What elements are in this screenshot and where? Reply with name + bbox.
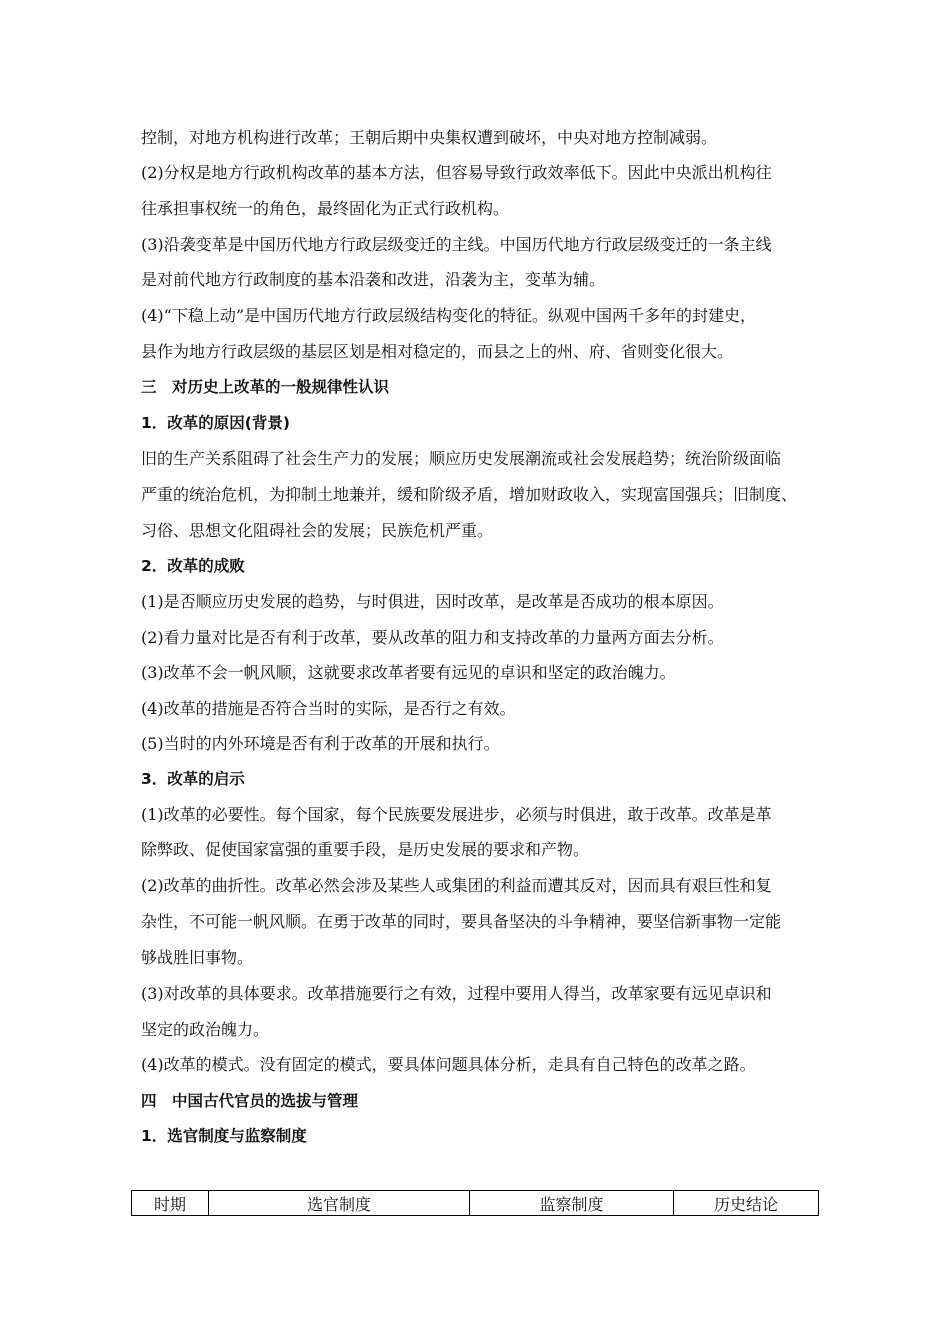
table-header-conclusion: 历史结论 <box>674 1191 819 1216</box>
paragraph-line: 旧的生产关系阻碍了社会生产力的发展；顺应历史发展潮流或社会发展趋势；统治阶级面临 <box>141 449 782 468</box>
paragraph-line: (3)改革不会一帆风顺，这就要求改革者要有远见的卓识和坚定的政治魄力。 <box>141 663 676 682</box>
paragraph-line: 坚定的政治魄力。 <box>141 1020 270 1039</box>
subsection-heading: 2．改革的成败 <box>141 557 245 575</box>
paragraph-line: 够战胜旧事物。 <box>141 948 254 967</box>
paragraph-line: (4)改革的模式。没有固定的模式，要具体问题具体分析，走具有自己特色的改革之路。 <box>141 1055 756 1074</box>
paragraph-line: 习俗、思想文化阻碍社会的发展；民族危机严重。 <box>141 521 494 540</box>
subsection-heading: 1．选官制度与监察制度 <box>141 1127 307 1145</box>
paragraph-line: (2)看力量对比是否有利于改革，要从改革的阻力和支持改革的力量两方面去分析。 <box>141 628 724 647</box>
table-header-period: 时期 <box>132 1191 209 1216</box>
section-heading-3: 三 对历史上改革的一般规律性认识 <box>141 378 390 396</box>
paragraph-line: (3)沿袭变革是中国历代地方行政层级变迁的主线。中国历代地方行政层级变迁的一条主线 <box>141 235 772 254</box>
paragraph-line: 是对前代地方行政制度的基本沿袭和改进，沿袭为主，变革为辅。 <box>141 270 606 289</box>
table-header-selection: 选官制度 <box>209 1191 470 1216</box>
paragraph-line: 往承担事权统一的角色，最终固化为正式行政机构。 <box>141 199 510 218</box>
paragraph-line: (2)改革的曲折性。改革必然会涉及某些人或集团的利益而遭其反对，因而具有艰巨性和复 <box>141 876 772 895</box>
paragraph-line: 除弊政、促使国家富强的重要手段，是历史发展的要求和产物。 <box>141 840 590 859</box>
paragraph-line: (1)是否顺应历史发展的趋势，与时俱进，因时改革，是改革是否成功的根本原因。 <box>141 592 724 611</box>
official-selection-table <box>131 1190 819 1216</box>
table-header-supervision: 监察制度 <box>470 1191 674 1216</box>
table-header-row <box>132 1191 819 1216</box>
paragraph-line: (5)当时的内外环境是否有利于改革的开展和执行。 <box>141 734 500 753</box>
subsection-heading: 1．改革的原因(背景) <box>141 414 290 432</box>
section-heading-4: 四 中国古代官员的选拔与管理 <box>141 1092 359 1110</box>
paragraph-line: 杂性，不可能一帆风顺。在勇于改革的同时，要具备坚决的斗争精神，要坚信新事物一定能 <box>141 912 782 931</box>
paragraph-line: (4)改革的措施是否符合当时的实际，是否行之有效。 <box>141 699 516 718</box>
paragraph-line: 控制，对地方机构进行改革；王朝后期中央集权遭到破坏，中央对地方控制减弱。 <box>141 128 718 147</box>
subsection-heading: 3．改革的启示 <box>141 770 245 788</box>
paragraph-line: (4)“下稳上动”是中国历代地方行政层级结构变化的特征。纵观中国两千多年的封建史， <box>141 306 757 325</box>
paragraph-line: (1)改革的必要性。每个国家，每个民族要发展进步，必须与时俱进，敢于改革。改革是革 <box>141 805 772 824</box>
paragraph-line: (3)对改革的具体要求。改革措施要行之有效，过程中要用人得当，改革家要有远见卓识和 <box>141 984 772 1003</box>
paragraph-line: (2)分权是地方行政机构改革的基本方法，但容易导致行政效率低下。因此中央派出机构往 <box>141 163 772 182</box>
paragraph-line: 严重的统治危机，为抑制土地兼并，缓和阶级矛盾，增加财政收入，实现富国强兵；旧制度、 <box>141 485 798 504</box>
paragraph-line: 县作为地方行政层级的基层区划是相对稳定的，而县之上的州、府、省则变化很大。 <box>141 342 734 361</box>
